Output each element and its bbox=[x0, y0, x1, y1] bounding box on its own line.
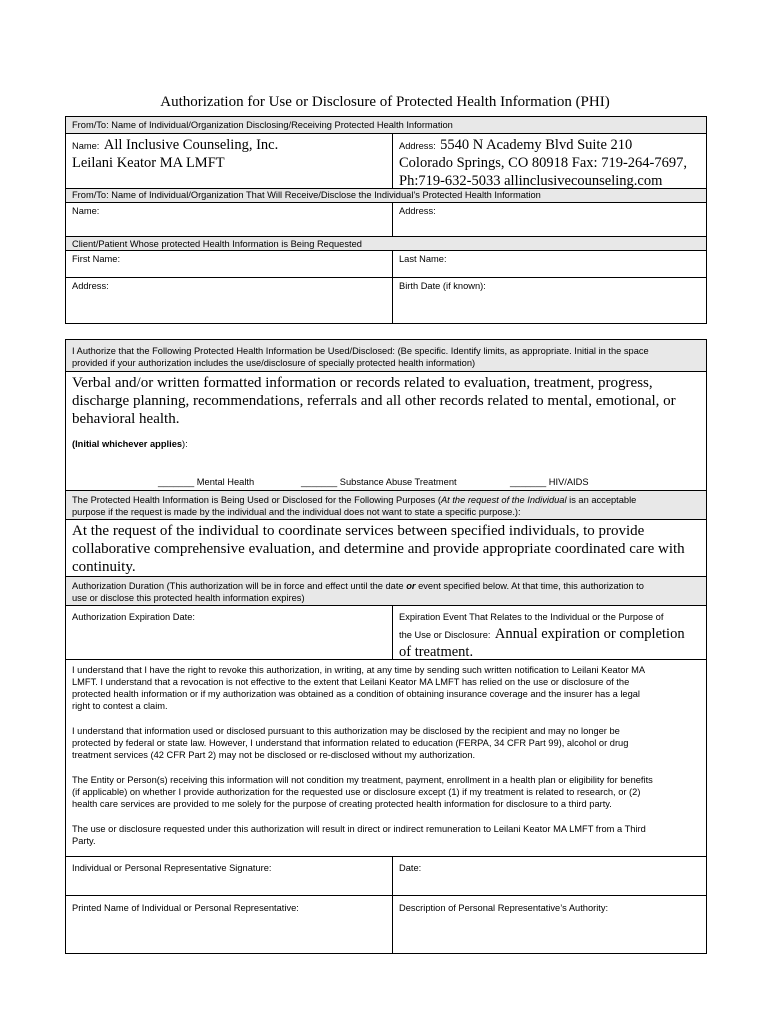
purpose-detail-row bbox=[66, 520, 706, 577]
p3-line2: (if applicable) on whether I provide authorization for the requested use or disclosure except (1) if my treatment is related to research, or (2) bbox=[72, 787, 641, 797]
purpose-header-line2: purpose if the request is made by the individual and the individual does not want to state a specific purpose.): bbox=[72, 507, 521, 517]
client-address-field[interactable] bbox=[66, 278, 393, 323]
purpose-line1: At the request of the individual to coordinate services between specified individuals, to provide bbox=[72, 523, 645, 539]
p3-line3: health care services are provided to me solely for the purpose of creating protected health information for disclosure to a third party. bbox=[72, 799, 612, 809]
printed-name-field[interactable] bbox=[66, 896, 393, 953]
disclosing-address-field[interactable] bbox=[393, 134, 706, 188]
printed-name-label: Printed Name of Individual or Personal Representative: bbox=[72, 903, 299, 913]
duration-header-line1 bbox=[72, 580, 700, 592]
redisclosure-paragraph bbox=[72, 725, 700, 761]
info-header bbox=[66, 340, 706, 372]
birth-date-label: Birth Date (if known): bbox=[399, 281, 486, 291]
p4-line1: The use or disclosure requested under this authorization will result in direct or indirect remuneration to Leilani Keator MA LMFT from a Third bbox=[72, 824, 646, 834]
form-title: Authorization for Use or Disclosure of Protected Health Information (PHI) bbox=[160, 94, 610, 110]
p4-line2: Party. bbox=[72, 836, 96, 846]
mental-health-option[interactable]: _______ Mental Health bbox=[158, 477, 255, 487]
purpose-header-a: The Protected Health Information is Being Used or Disclosed for the Following Purposes ( bbox=[72, 495, 441, 505]
receiving-name-label: Name: bbox=[72, 206, 100, 216]
p1-line4: right to contest a claim. bbox=[72, 701, 168, 711]
parties-section bbox=[65, 116, 707, 324]
purpose-header-line1 bbox=[72, 494, 700, 506]
signature-field[interactable] bbox=[66, 857, 393, 895]
client-name-row bbox=[66, 251, 706, 278]
disclosing-name-value: All Inclusive Counseling, Inc. bbox=[103, 137, 279, 153]
last-name-label: Last Name: bbox=[399, 254, 447, 264]
authority-field[interactable] bbox=[393, 896, 706, 953]
duration-header bbox=[66, 577, 706, 606]
address-label: Address: bbox=[399, 141, 436, 151]
hiv-aids-option[interactable]: _______ HIV/AIDS bbox=[510, 477, 589, 487]
expiration-row bbox=[66, 606, 706, 660]
purpose-header-italic: At the request of the Individual bbox=[440, 495, 567, 505]
disclosing-address-line2: Colorado Springs, CO 80918 Fax: 719-264-7697, bbox=[399, 155, 687, 171]
disclosing-party-header bbox=[66, 117, 706, 134]
disclosing-name-field[interactable] bbox=[66, 134, 393, 188]
expiration-date-field[interactable] bbox=[66, 606, 393, 659]
duration-header-b: event specified below. At that time, this authorization to bbox=[415, 581, 644, 591]
client-address-row bbox=[66, 278, 706, 323]
expiration-event-field[interactable] bbox=[393, 606, 706, 659]
signature-label: Individual or Personal Representative Signature: bbox=[72, 863, 272, 873]
event-value-line1: Annual expiration or completion bbox=[494, 626, 685, 642]
purpose-header-b: is an acceptable bbox=[566, 495, 637, 505]
info-header-line2: provided if your authorization includes the use/disclosure of specially protected health information) bbox=[72, 358, 476, 368]
initial-instruction bbox=[72, 438, 700, 450]
authorization-section bbox=[65, 339, 707, 954]
p3-line1: The Entity or Person(s) receiving this information will not condition my treatment, payment, enrollment in a health plan or eligibility for benefits bbox=[72, 775, 653, 785]
date-field[interactable] bbox=[393, 857, 706, 895]
receiving-address-label: Address: bbox=[399, 206, 436, 216]
purpose-header bbox=[66, 491, 706, 520]
event-label-line2: the Use or Disclosure: bbox=[399, 630, 491, 640]
substance-abuse-option[interactable]: _______ Substance Abuse Treatment bbox=[301, 477, 457, 487]
disclosing-party-header-text: From/To: Name of Individual/Organization Disclosing/Receiving Protected Health Information bbox=[72, 120, 453, 130]
duration-header-line2: use or disclose this protected health information expires) bbox=[72, 593, 305, 603]
conditioning-paragraph bbox=[72, 774, 700, 810]
initial-tail: ): bbox=[182, 439, 188, 449]
purpose-line3: continuity. bbox=[72, 559, 136, 575]
info-line2: discharge planning, recommendations, referrals and all other records related to mental, emotional, or bbox=[72, 393, 676, 409]
client-header bbox=[66, 237, 706, 251]
client-header-text: Client/Patient Whose protected Health Information is Being Requested bbox=[72, 239, 362, 249]
receiving-name-field[interactable] bbox=[66, 203, 393, 236]
date-label: Date: bbox=[399, 863, 422, 873]
p2-line2: protected by federal or state law. However, I understand that information related to education (FERPA, 34 CFR Part 99), alcohol or drug bbox=[72, 738, 629, 748]
initial-options bbox=[72, 476, 700, 488]
event-label-line1: Expiration Event That Relates to the Individual or the Purpose of bbox=[399, 612, 664, 622]
representative-row bbox=[66, 896, 706, 953]
remuneration-paragraph bbox=[72, 823, 700, 847]
p2-line3: treatment services (42 CFR Part 2) may not be disclosed or re-disclosed without my authorization. bbox=[72, 750, 476, 760]
client-address-label: Address: bbox=[72, 281, 109, 291]
p1-line2: LMFT. I understand that a revocation is not effective to the extent that Leilani Keator MA LMFT has relied on the use or disclosure of the bbox=[72, 677, 630, 687]
revocation-paragraph bbox=[72, 664, 700, 712]
expiration-date-label: Authorization Expiration Date: bbox=[72, 612, 195, 622]
birth-date-field[interactable] bbox=[393, 278, 706, 323]
receiving-party-row bbox=[66, 203, 706, 237]
receiving-address-field[interactable] bbox=[393, 203, 706, 236]
acknowledgement-row bbox=[66, 660, 706, 857]
p2-line1: I understand that information used or disclosed pursuant to this authorization may be disclosed by the recipient and may no longer be bbox=[72, 726, 620, 736]
p1-line3: protected health information or if my authorization was obtained as a condition of obtaining insurance coverage and the insurer has a legal bbox=[72, 689, 640, 699]
p1-line1: I understand that I have the right to revoke this authorization, in writing, at any time by sending such written notification to Leilani Keator MA bbox=[72, 665, 646, 675]
disclosing-name-value-2: Leilani Keator MA LMFT bbox=[72, 155, 225, 171]
last-name-field[interactable] bbox=[393, 251, 706, 277]
signature-row bbox=[66, 857, 706, 896]
disclosing-party-row bbox=[66, 134, 706, 189]
info-header-line1: I Authorize that the Following Protected Health Information be Used/Disclosed: (Be specific. Identify limits, as appropriate. Initial in the space bbox=[72, 346, 649, 356]
duration-header-or: or bbox=[406, 581, 416, 591]
initial-label: (Initial whichever applies bbox=[72, 439, 183, 449]
duration-header-a: Authorization Duration (This authorization will be in force and effect until the date bbox=[72, 581, 407, 591]
purpose-line2: collaborative comprehensive evaluation, and determine and provide appropriate coordinated care with bbox=[72, 541, 685, 557]
authority-label: Description of Personal Representative’s Authority: bbox=[399, 903, 609, 913]
receiving-party-header-text: From/To: Name of Individual/Organization That Will Receive/Disclose the Individual’s Protected Health Information bbox=[72, 190, 541, 200]
name-label: Name: bbox=[72, 141, 100, 151]
info-detail-row bbox=[66, 372, 706, 491]
receiving-party-header bbox=[66, 189, 706, 203]
info-line1: Verbal and/or written formatted information or records related to evaluation, treatment, progress, bbox=[72, 375, 653, 391]
event-value-line2: of treatment. bbox=[399, 644, 474, 660]
disclosing-address-line1: 5540 N Academy Blvd Suite 210 bbox=[440, 137, 633, 153]
info-line3: behavioral health. bbox=[72, 411, 180, 427]
disclosing-address-line3: Ph:719-632-5033 allinclusivecounseling.com bbox=[399, 173, 663, 189]
first-name-field[interactable] bbox=[66, 251, 393, 277]
first-name-label: First Name: bbox=[72, 254, 121, 264]
